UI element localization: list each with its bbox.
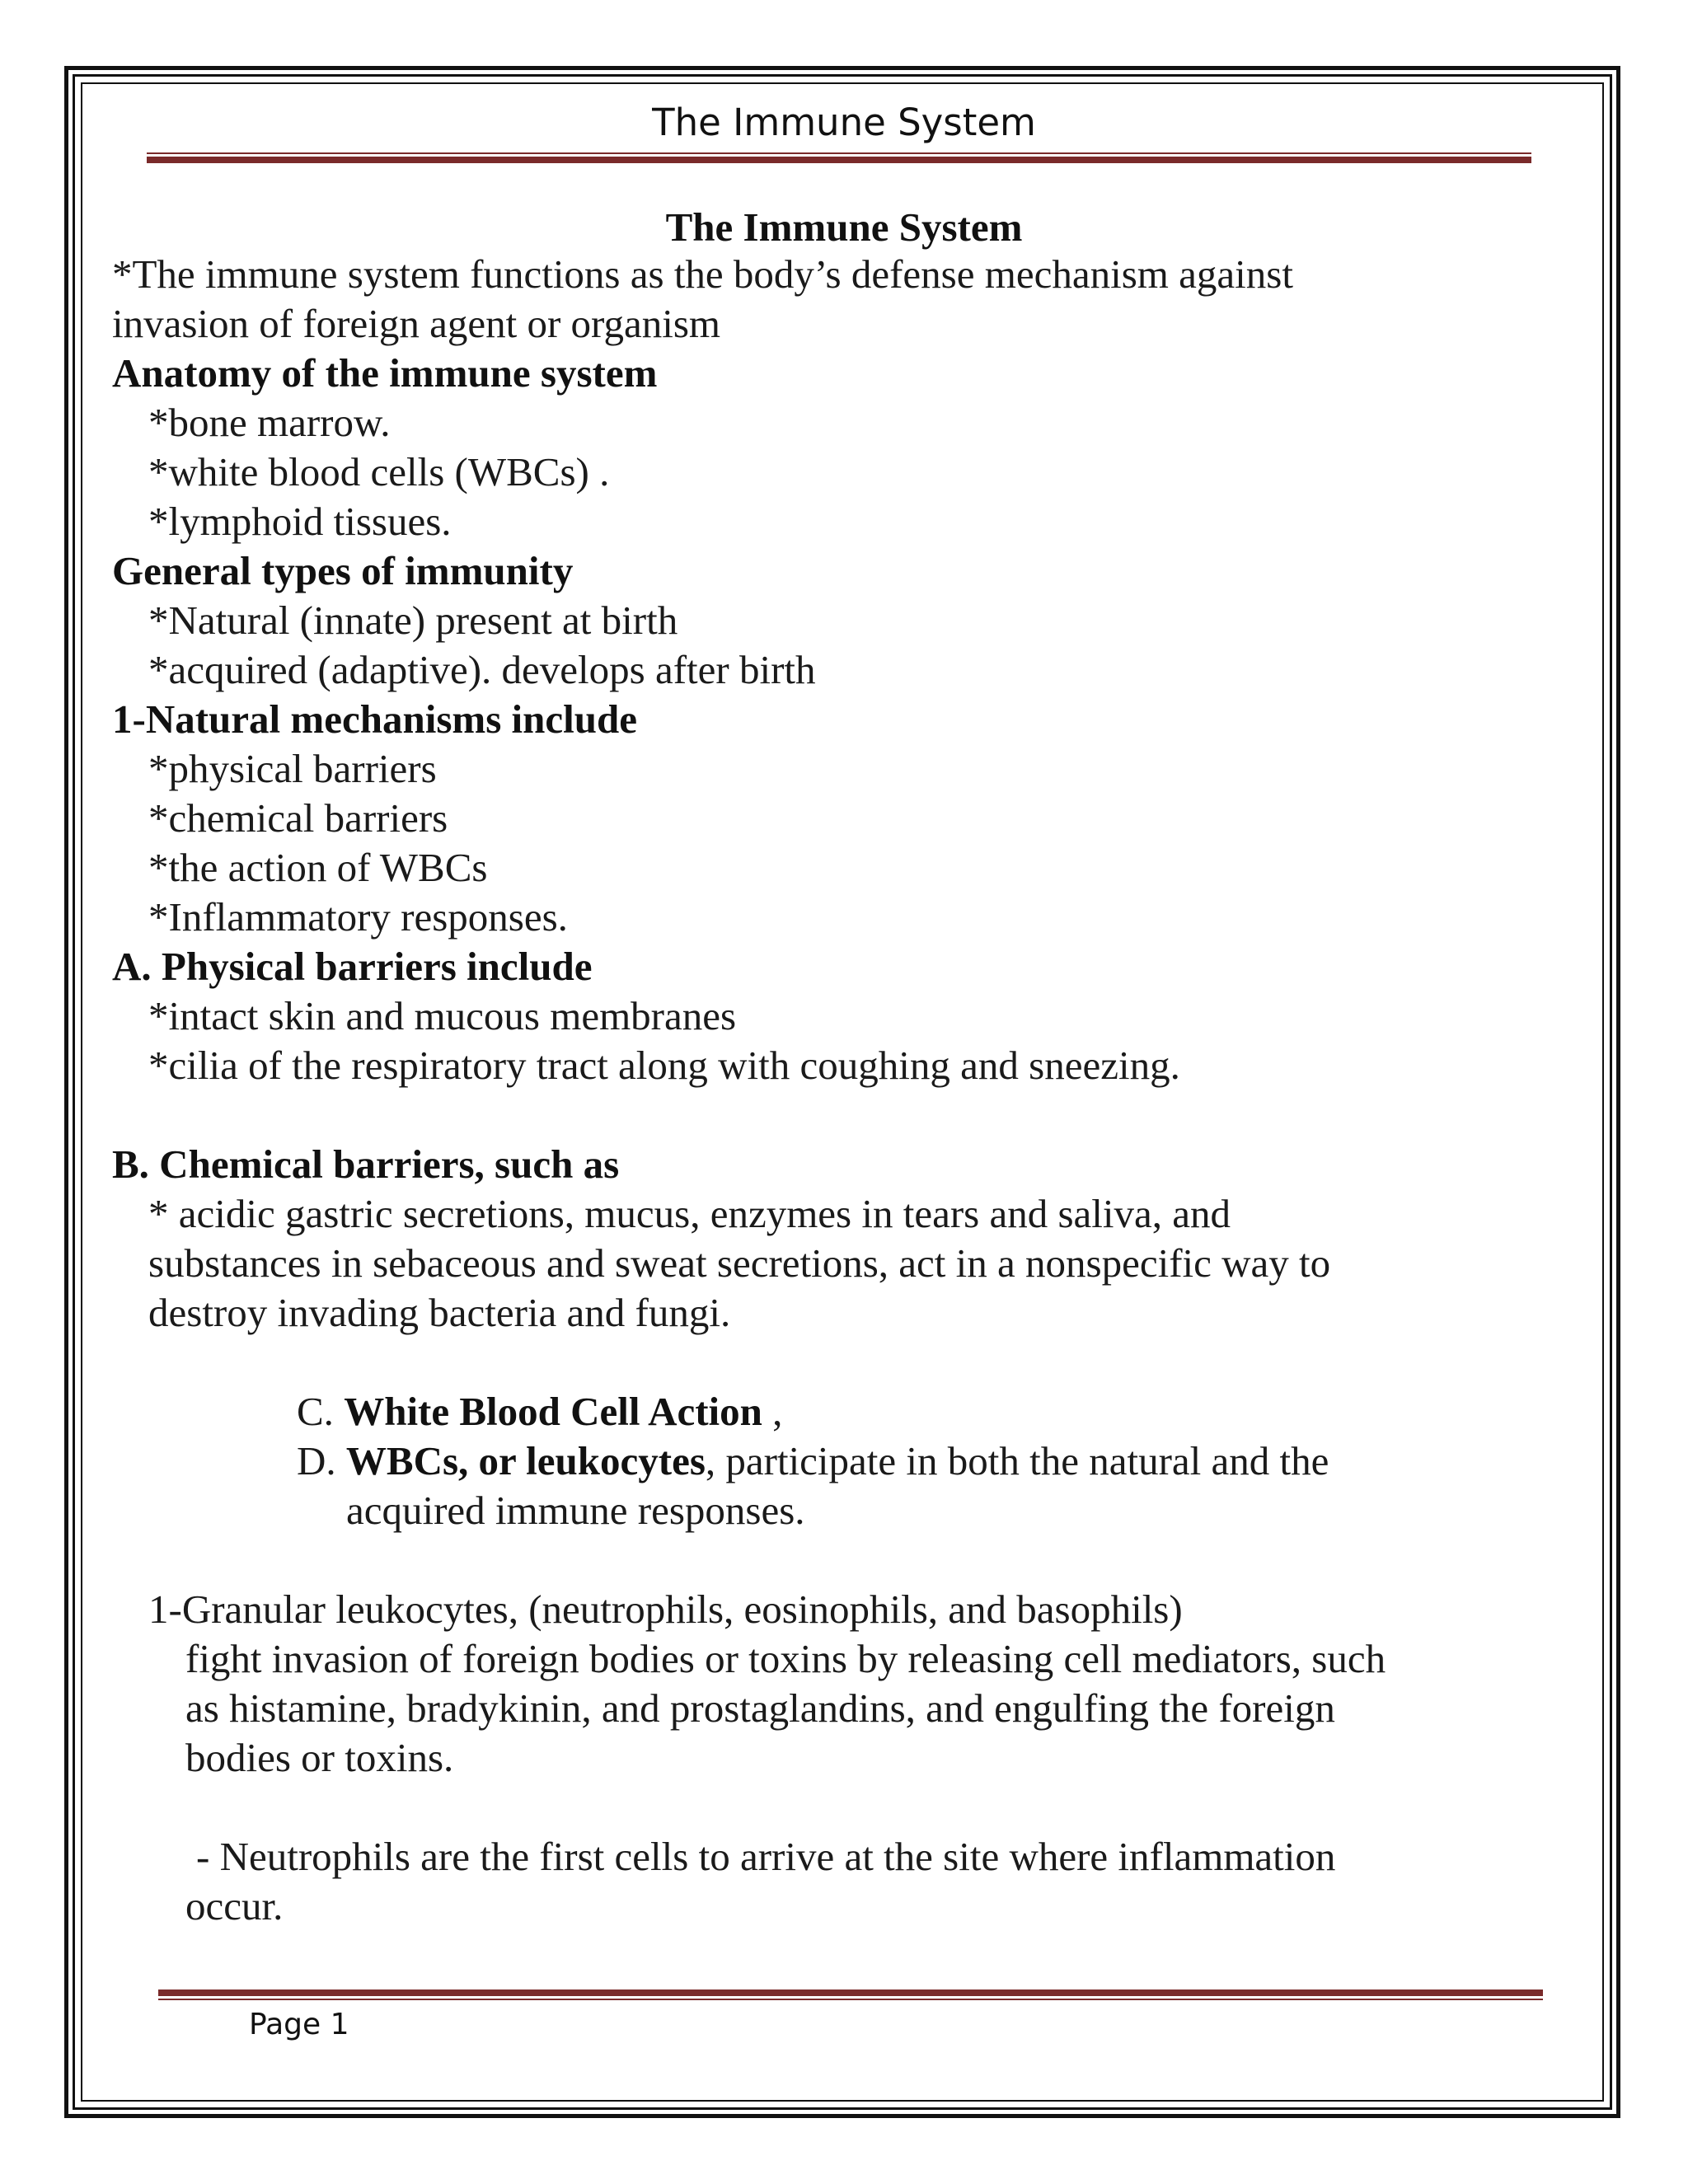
natural-mechanisms-item: *the action of WBCs: [148, 845, 488, 890]
anatomy-item: *lymphoid tissues.: [148, 499, 452, 544]
wbc-leukocytes-text: , participate in both the natural and the: [705, 1438, 1329, 1483]
neutrophils-text: - Neutrophils are the first cells to arrive at the site where inflammation: [196, 1834, 1336, 1879]
neutrophils-text: occur.: [185, 1883, 284, 1929]
header-rule-thin: [147, 152, 1531, 154]
chemical-barriers-heading: B. Chemical barriers, such as: [112, 1141, 620, 1187]
running-header-title: The Immune System: [652, 101, 1036, 144]
physical-barriers-item: *intact skin and mucous membranes: [148, 993, 737, 1038]
physical-barriers-item: *cilia of the respiratory tract along with coughing and sneezing.: [148, 1043, 1180, 1088]
intro-line-1: *The immune system functions as the body’s defense mechanism against: [112, 251, 1293, 297]
natural-mechanisms-item: *Inflammatory responses.: [148, 894, 568, 940]
wbc-leukocytes-term: WBCs, or leukocytes: [345, 1438, 706, 1483]
general-types-heading: General types of immunity: [112, 548, 574, 593]
anatomy-heading: Anatomy of the immune system: [112, 350, 658, 396]
intro-line-2: invasion of foreign agent or organism: [112, 301, 721, 346]
general-types-item: *Natural (innate) present at birth: [148, 598, 678, 643]
anatomy-item: *bone marrow.: [148, 400, 391, 445]
chemical-barriers-text: substances in sebaceous and sweat secretions, act in a nonspecific way to: [148, 1240, 1331, 1286]
wbc-action-heading: White Blood Cell Action: [344, 1389, 762, 1434]
header-rule-thick: [147, 157, 1531, 163]
page-number: Page 1: [249, 2008, 349, 2041]
chemical-barriers-text: destroy invading bacteria and fungi.: [148, 1290, 731, 1335]
natural-mechanisms-item: *physical barriers: [148, 746, 437, 791]
chemical-barriers-text: * acidic gastric secretions, mucus, enzymes in tears and saliva, and: [148, 1191, 1231, 1236]
wbc-leukocytes-text: acquired immune responses.: [346, 1488, 805, 1533]
footer-rule-thin: [158, 1999, 1543, 2000]
anatomy-item: *white blood cells (WBCs) .: [148, 449, 610, 494]
general-types-item: *acquired (adaptive). develops after birth: [148, 647, 816, 692]
list-marker-c: C.: [297, 1389, 334, 1434]
granular-leukocytes-text: 1-Granular leukocytes, (neutrophils, eosinophils, and basophils): [148, 1586, 1183, 1632]
document-title: The Immune System: [665, 204, 1023, 250]
wbc-action-item: [297, 1390, 782, 1434]
wbc-action-tail: ,: [762, 1389, 783, 1434]
list-marker-d: D.: [297, 1438, 336, 1483]
wbc-leukocytes-item: [297, 1439, 1329, 1483]
physical-barriers-heading: A. Physical barriers include: [112, 944, 593, 989]
granular-leukocytes-text: fight invasion of foreign bodies or toxins by releasing cell mediators, such: [185, 1636, 1386, 1681]
footer-rule-thick: [158, 1990, 1543, 1996]
natural-mechanisms-item: *chemical barriers: [148, 795, 448, 841]
granular-leukocytes-text: bodies or toxins.: [185, 1735, 454, 1780]
natural-mechanisms-heading: 1-Natural mechanisms include: [112, 696, 637, 742]
granular-leukocytes-text: as histamine, bradykinin, and prostaglandins, and engulfing the foreign: [185, 1685, 1335, 1731]
